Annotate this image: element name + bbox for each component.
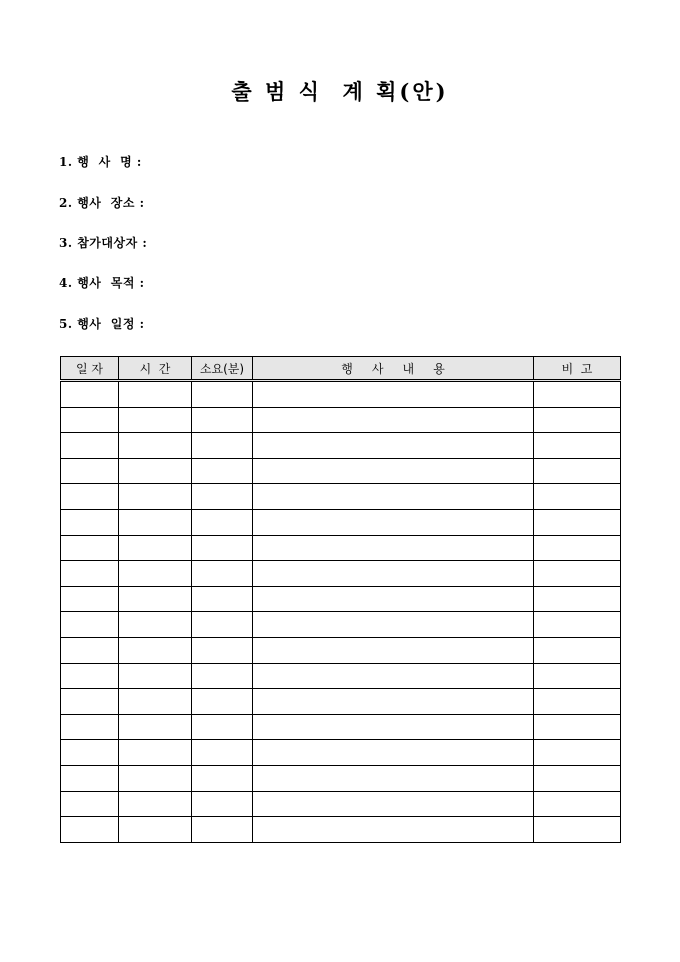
table-row	[61, 535, 621, 561]
header-remarks: 비 고	[534, 357, 621, 381]
table-row	[61, 740, 621, 766]
date-cell[interactable]	[61, 740, 119, 766]
remarks-cell[interactable]	[534, 740, 621, 766]
date-cell[interactable]	[61, 663, 119, 689]
date-cell[interactable]	[61, 458, 119, 484]
duration-cell[interactable]	[192, 740, 253, 766]
remarks-cell[interactable]	[534, 433, 621, 459]
field-event-schedule: 5. 행사 일정 :	[59, 317, 145, 331]
time-cell[interactable]	[119, 612, 192, 638]
time-cell[interactable]	[119, 381, 192, 408]
table-row	[61, 561, 621, 587]
date-cell[interactable]	[61, 765, 119, 791]
content-cell[interactable]	[253, 740, 534, 766]
header-content: 행 사 내 용	[253, 357, 534, 381]
remarks-cell[interactable]	[534, 689, 621, 715]
table-row	[61, 407, 621, 433]
remarks-cell[interactable]	[534, 509, 621, 535]
remarks-cell[interactable]	[534, 484, 621, 510]
table-row	[61, 689, 621, 715]
field-event-venue: 2. 행사 장소 :	[59, 196, 145, 210]
date-cell[interactable]	[61, 586, 119, 612]
duration-cell[interactable]	[192, 561, 253, 587]
time-cell[interactable]	[119, 740, 192, 766]
date-cell[interactable]	[61, 637, 119, 663]
remarks-cell[interactable]	[534, 637, 621, 663]
time-cell[interactable]	[119, 765, 192, 791]
time-cell[interactable]	[119, 689, 192, 715]
duration-cell[interactable]	[192, 663, 253, 689]
date-cell[interactable]	[61, 714, 119, 740]
duration-cell[interactable]	[192, 689, 253, 715]
content-cell[interactable]	[253, 689, 534, 715]
content-cell[interactable]	[253, 765, 534, 791]
duration-cell[interactable]	[192, 791, 253, 817]
date-cell[interactable]	[61, 381, 119, 408]
remarks-cell[interactable]	[534, 535, 621, 561]
remarks-cell[interactable]	[534, 561, 621, 587]
content-cell[interactable]	[253, 484, 534, 510]
time-cell[interactable]	[119, 561, 192, 587]
table-row	[61, 381, 621, 408]
table-body	[61, 381, 621, 843]
duration-cell[interactable]	[192, 637, 253, 663]
content-cell[interactable]	[253, 612, 534, 638]
table-row	[61, 586, 621, 612]
table-row	[61, 791, 621, 817]
remarks-cell[interactable]	[534, 791, 621, 817]
time-cell[interactable]	[119, 586, 192, 612]
content-cell[interactable]	[253, 535, 534, 561]
content-cell[interactable]	[253, 714, 534, 740]
duration-cell[interactable]	[192, 714, 253, 740]
table-row	[61, 612, 621, 638]
header-time: 시 간	[119, 357, 192, 381]
content-cell[interactable]	[253, 817, 534, 843]
remarks-cell[interactable]	[534, 714, 621, 740]
duration-cell[interactable]	[192, 484, 253, 510]
remarks-cell[interactable]	[534, 612, 621, 638]
date-cell[interactable]	[61, 689, 119, 715]
time-cell[interactable]	[119, 484, 192, 510]
date-cell[interactable]	[61, 561, 119, 587]
date-cell[interactable]	[61, 509, 119, 535]
duration-cell[interactable]	[192, 817, 253, 843]
time-cell[interactable]	[119, 407, 192, 433]
remarks-cell[interactable]	[534, 817, 621, 843]
date-cell[interactable]	[61, 612, 119, 638]
content-cell[interactable]	[253, 791, 534, 817]
time-cell[interactable]	[119, 535, 192, 561]
content-cell[interactable]	[253, 663, 534, 689]
content-cell[interactable]	[253, 637, 534, 663]
remarks-cell[interactable]	[534, 458, 621, 484]
table-row	[61, 484, 621, 510]
duration-cell[interactable]	[192, 381, 253, 408]
page-title: 출 범 식 계 획(안)	[231, 79, 449, 104]
duration-cell[interactable]	[192, 765, 253, 791]
remarks-cell[interactable]	[534, 663, 621, 689]
table-row	[61, 714, 621, 740]
time-cell[interactable]	[119, 714, 192, 740]
duration-cell[interactable]	[192, 407, 253, 433]
table-row	[61, 509, 621, 535]
duration-cell[interactable]	[192, 535, 253, 561]
time-cell[interactable]	[119, 637, 192, 663]
content-cell[interactable]	[253, 433, 534, 459]
remarks-cell[interactable]	[534, 765, 621, 791]
field-participants: 3. 참가대상자 :	[59, 236, 148, 250]
header-duration: 소요(분)	[192, 357, 253, 381]
duration-cell[interactable]	[192, 433, 253, 459]
table-row	[61, 458, 621, 484]
table-row	[61, 433, 621, 459]
duration-cell[interactable]	[192, 458, 253, 484]
table-row	[61, 637, 621, 663]
time-cell[interactable]	[119, 509, 192, 535]
content-cell[interactable]	[253, 458, 534, 484]
date-cell[interactable]	[61, 433, 119, 459]
remarks-cell[interactable]	[534, 407, 621, 433]
date-cell[interactable]	[61, 407, 119, 433]
time-cell[interactable]	[119, 817, 192, 843]
duration-cell[interactable]	[192, 612, 253, 638]
remarks-cell[interactable]	[534, 586, 621, 612]
time-cell[interactable]	[119, 663, 192, 689]
duration-cell[interactable]	[192, 509, 253, 535]
content-cell[interactable]	[253, 561, 534, 587]
header-date: 일 자	[61, 357, 119, 381]
table-row	[61, 663, 621, 689]
table-header-row	[61, 357, 621, 381]
time-cell[interactable]	[119, 791, 192, 817]
field-event-purpose: 4. 행사 목적 :	[59, 276, 145, 290]
remarks-cell[interactable]	[534, 381, 621, 408]
table-row	[61, 817, 621, 843]
content-cell[interactable]	[253, 407, 534, 433]
content-cell[interactable]	[253, 586, 534, 612]
date-cell[interactable]	[61, 484, 119, 510]
date-cell[interactable]	[61, 535, 119, 561]
date-cell[interactable]	[61, 791, 119, 817]
content-cell[interactable]	[253, 509, 534, 535]
field-event-name: 1. 행 사 명 :	[59, 155, 142, 169]
duration-cell[interactable]	[192, 586, 253, 612]
table-row	[61, 765, 621, 791]
schedule-table	[60, 356, 621, 843]
time-cell[interactable]	[119, 433, 192, 459]
content-cell[interactable]	[253, 381, 534, 408]
time-cell[interactable]	[119, 458, 192, 484]
date-cell[interactable]	[61, 817, 119, 843]
